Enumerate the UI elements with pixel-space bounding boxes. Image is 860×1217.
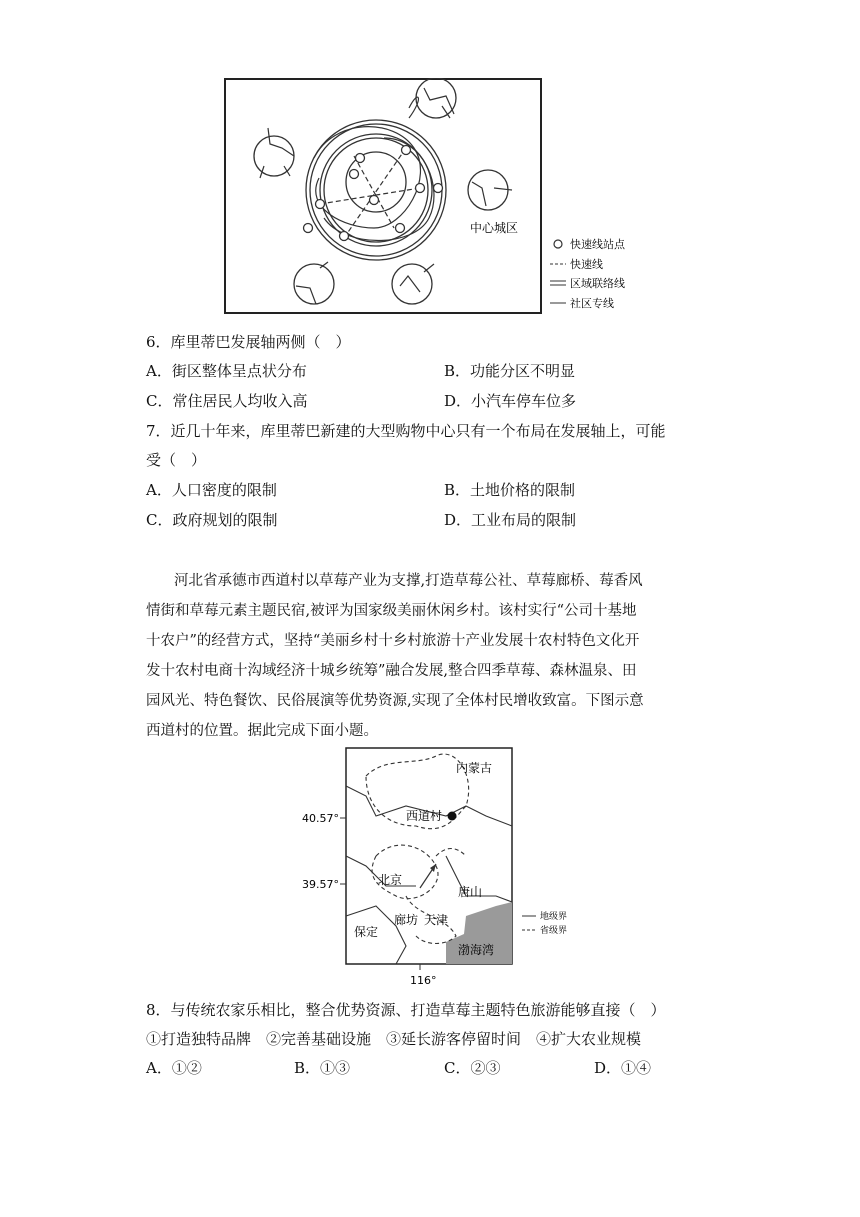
- q8-option-d[interactable]: D．①④: [594, 1059, 652, 1077]
- q6-option-d[interactable]: D．小汽车停车位多: [444, 392, 577, 410]
- legend-province: 省级界: [540, 926, 568, 936]
- q7-option-c[interactable]: C．政府规划的限制: [146, 511, 278, 529]
- passage-line: 发十农村电商十沟域经济十城乡统筹”融合发展,整合四季草莓、森林温泉、田: [146, 663, 637, 679]
- passage: [146, 566, 716, 746]
- q8-option-b[interactable]: B．①③: [294, 1059, 351, 1077]
- legend-regional: 区域联络线: [570, 277, 625, 290]
- q7-stem-line2: 受（ ）: [146, 451, 207, 469]
- center-city-label: 中心城区: [470, 221, 519, 235]
- place-baoding: 保定: [354, 925, 379, 939]
- q7-option-d[interactable]: D．工业布局的限制: [444, 511, 577, 529]
- q8-choices: ①打造独特品牌 ②完善基础设施 ③延长游客停留时间 ④扩大农业规模: [146, 1030, 642, 1048]
- legend-community: 社区专线: [570, 297, 614, 310]
- lon-label: 116°: [410, 974, 437, 987]
- q8-stem: 8．与传统农家乐相比，整合优势资源、打造草莓主题特色旅游能够直接（ ）: [146, 1001, 666, 1019]
- location-map: [296, 746, 586, 990]
- place-langfang: 廊坊: [394, 913, 419, 927]
- location-map-svg: [296, 746, 586, 990]
- xidao-village-marker: [448, 812, 457, 821]
- passage-line: 情街和草莓元素主题民宿,被评为国家级美丽休闲乡村。该村实行“公司十基地: [146, 603, 637, 619]
- q7-option-a[interactable]: A．人口密度的限制: [146, 481, 277, 499]
- place-bohai-bay: 渤海湾: [458, 943, 495, 957]
- place-xidao-village: 西道村: [406, 809, 443, 823]
- q7-option-b[interactable]: B．土地价格的限制: [444, 481, 576, 499]
- place-beijing: 北京: [378, 873, 403, 887]
- passage-line: 十农户”的经营方式，坚持“美丽乡村十乡村旅游十产业发展十农村特色文化开: [146, 633, 640, 649]
- place-tianjin: 天津: [424, 913, 449, 927]
- diagram-frame: [225, 79, 541, 313]
- q6-option-a[interactable]: A．街区整体呈点状分布: [146, 362, 307, 380]
- passage-line: 园风光、特色餐饮、民俗展演等优势资源,实现了全体村民增收致富。下图示意: [146, 693, 644, 709]
- lat-label-1: 40.57°: [302, 812, 339, 825]
- legend-prefecture: 地级界: [540, 912, 568, 922]
- q6-stem: 6．库里蒂巴发展轴两侧（ ）: [146, 333, 351, 351]
- transit-diagram-svg: [224, 78, 654, 316]
- place-inner-mongolia: 内蒙古: [456, 761, 493, 775]
- lat-label-2: 39.57°: [302, 878, 339, 891]
- q6-option-c[interactable]: C．常住居民人均收入高: [146, 392, 308, 410]
- transit-diagram: [224, 78, 654, 316]
- passage-line: 西道村的位置。据此完成下面小题。: [146, 723, 378, 739]
- q7-stem-line1: 7．近几十年来，库里蒂巴新建的大型购物中心只有一个布局在发展轴上，可能: [146, 422, 666, 440]
- q6-option-b[interactable]: B．功能分区不明显: [444, 362, 576, 380]
- q8-option-a[interactable]: A．①②: [146, 1059, 202, 1077]
- legend-station: 快速线站点: [570, 238, 625, 251]
- legend-express: 快速线: [570, 258, 603, 271]
- q8-option-c[interactable]: C．②③: [444, 1059, 501, 1077]
- place-tangshan: 唐山: [458, 885, 483, 899]
- passage-line: 河北省承德市西道村以草莓产业为支撑,打造草莓公社、草莓廊桥、莓香风: [174, 573, 643, 589]
